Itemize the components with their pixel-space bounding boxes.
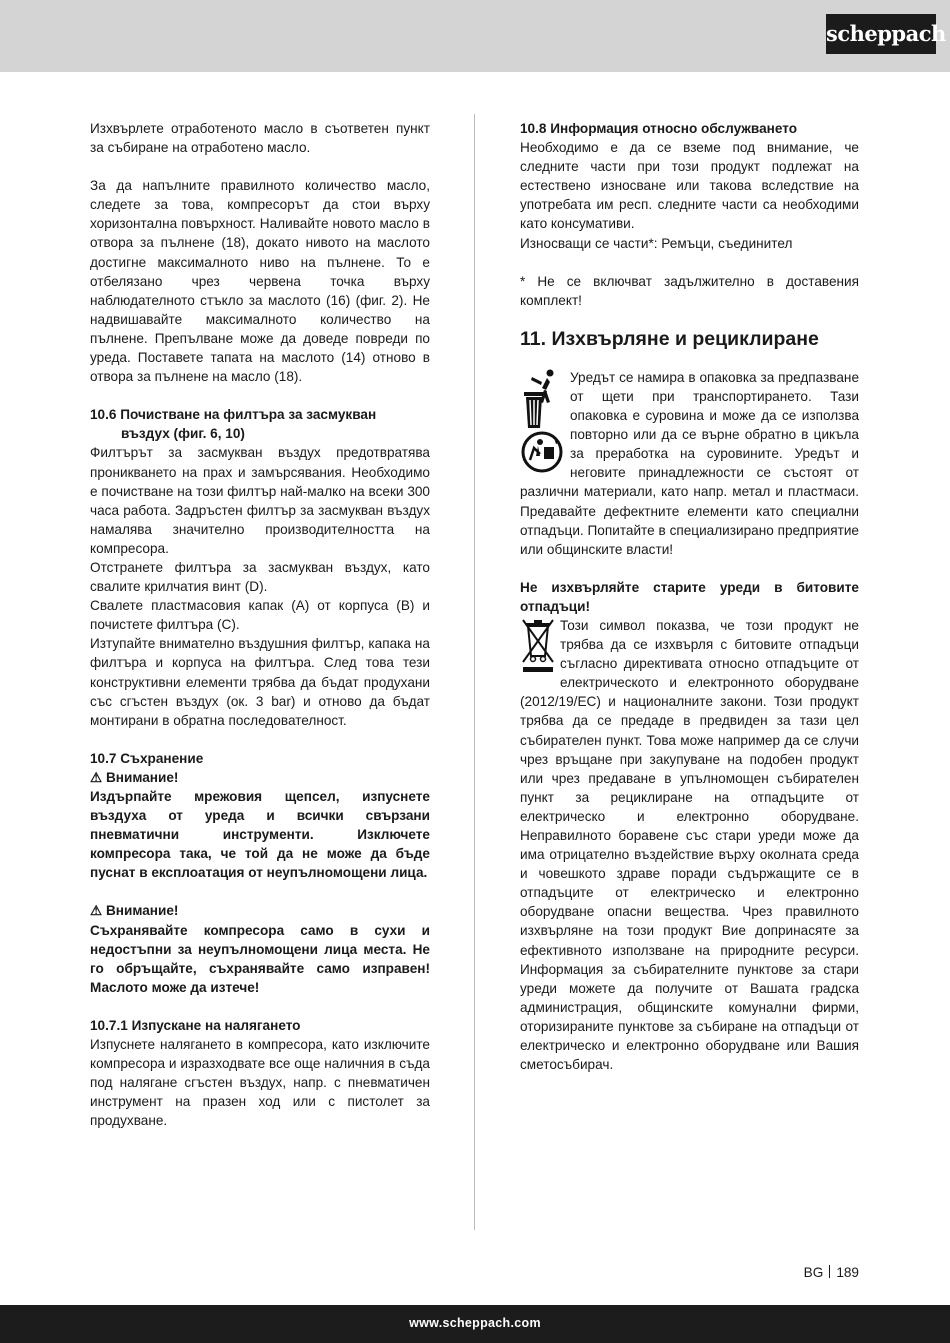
paragraph-wear-parts-note: * Не се включват задължително в доставения комплект! [520, 273, 859, 308]
paragraph-oil-filling: За да напълните правилното количество масло, следете за това, компресорът да стои върху хоризонтална повърхност. Наливайте новото масло в отвора за пълнене (18), докато нивото на маслото достигне максималното ниво на пълнене. То е отбелязано чрез червена точка върху наблюдателното стъкло за маслото (16) (фиг. 2). Не надвишавайте максималното количество на пълнене. Препълване може да доведе повреди по уреда. Поставете тапата на маслото (14) отново в отвора за пълнене на масло (18). [90, 178, 430, 385]
paragraph-filter-remove: Отстранете филтъра за засмукван въздух, като свалите крилчатия винт (D). [90, 559, 430, 595]
page-number-value: 189 [836, 1265, 859, 1280]
section-heading-10-7: 10.7 Съхранение [90, 750, 204, 766]
warning-label: ⚠ Внимание! [90, 769, 179, 785]
footer-bar [0, 1305, 950, 1343]
top-header-bar [0, 0, 950, 72]
paragraph-filter-cover: Свалете пластмасовия капак (A) от корпуса (B) и почистете филтъра (C). [90, 598, 430, 633]
paragraph-packaging-recycling: Уредът се намира в опаковка за предпазване от щети при транспортирането. Тази опаковка е суровина и може да се използва повторно или да се върне обратно в цикъла за преработка на суровините. Уредът и неговите принадлежности се състоят от различни материали, като напр. метал и пластмаси. Предавайте дефектните елементи като специални отпадъци. Попитайте в специализирано предприятие или общинските власти! [520, 369, 859, 557]
footer-url[interactable]: www.scheppach.com [409, 1316, 541, 1330]
paragraph-oil-disposal: Изхвърлете отработеното масло в съответен пункт за събиране на отработено масло. [90, 121, 430, 156]
warning-text-unplug: Издърпайте мрежовия щепсел, изпуснете въздуха от уреда и всички свързани пневматични инструменти. Изключете компресора така, че той да не може да бъде пуснат в експлоатация от неупълномощени лица. [90, 789, 430, 881]
section-heading-10-7-1: 10.7.1 Изпускане на налягането [90, 1017, 301, 1033]
left-column [90, 119, 430, 1131]
right-column [520, 119, 859, 1074]
warning-text-storage: Съхранявайте компресора само в сухи и недостъпни за неупълномощени лица места. Не го обръщайте, съхранявайте само изправен! Маслото може да изтече! [90, 922, 430, 995]
paragraph-filter-intro: Филтърът за засмукван въздух предотвратява проникването на прах и замърсявания. Необходимо е почистване на този филтър най-малко на всеки 300 часа работа. Задръстен филтър за засмукван въздух намалява значително производителността на компресора. [90, 445, 430, 556]
section-heading-10-6-line2: въздух (фиг. 6, 10) [121, 426, 245, 442]
paragraph-weee-info: Този символ показва, че този продукт не трябва да се изхвърля с битовите отпадъци съгласно директивата относно отпадъците от електрическото и електронното оборудване (2012/19/ЕС) и националните закони. Този продукт трябва да се предаде в предвиден за тази цел събирателен пункт. Това може например да се случи чрез връщане при закупуване на подобен продукт или чрез предаване в упълномощен събирателен пункт за рециклиране на отпадъците от електрическо и електронно оборудване. Неправилното боравене със стари уреди може да има отрицателно въздействие върху околната среда и човешкото здраве поради съдържащите се в отпадъците от електрическо и електронно оборудване опасни вещества. Чрез правилното изхвърляне на този продукт Вие допринасяте за ефективното използване на природните ресурси. Информация за събирателните пунктове за стари уреди можете да получите от Вашата градска администрация, общинските комунални фирми, оторизираните пунктове за събиране на отпадъци от електрическо и електронно оборудване или Вашия сметосъбирач. [520, 617, 859, 1073]
section-heading-11: 11. Изхвърляне и рециклиране [520, 327, 819, 350]
section-heading-10-6-line1: 10.6 Почистване на филтъра за засмукван [90, 407, 377, 423]
heading-no-household-waste: Не изхвърляйте старите уреди в битовите отпадъци! [520, 579, 859, 614]
brand-logo: scheppach [826, 14, 936, 54]
section-heading-10-6 [90, 405, 430, 443]
paragraph-pressure-release: Изпуснете налягането в компресора, като изключите компресора и изразходвате все още наличния в съда под налягане сгъстен въздух, напр. с пневматичен инструмент на празен ход или с пистолет за продухване. [90, 1037, 430, 1129]
page-number [804, 1265, 859, 1280]
column-divider [474, 114, 475, 1230]
crossed-out-wheelie-bin-icon [520, 616, 556, 674]
weee-icon-wrapper [520, 616, 560, 674]
disposal-icons [520, 368, 570, 474]
recycling-icon [520, 430, 566, 474]
language-code: BG [803, 1265, 824, 1280]
section-heading-10-8: 10.8 Информация относно обслужването [520, 121, 798, 136]
paragraph-wear-parts-list: Износващи се части*: Ремъци, съединител [520, 235, 793, 251]
warning-label: ⚠ Внимание! [90, 903, 179, 919]
page-number-separator [829, 1265, 830, 1278]
trash-bin-person-icon [520, 368, 560, 430]
paragraph-wear-parts-intro: Необходимо е да се вземе под внимание, че следните части при този продукт подлежат на естествено износване или такова вследствие на употребата им респ. следните части са необходими като консумативи. [520, 140, 859, 232]
paragraph-filter-clean: Изтупайте внимателно въздушния филтър, капака на филтъра и корпуса на филтъра. След това тези конструктивни елементи трябва да бъдат продухани със сгъстен въздух (ок. 3 bar) и отново да бъдат монтирани в обратна последователност. [90, 636, 430, 728]
